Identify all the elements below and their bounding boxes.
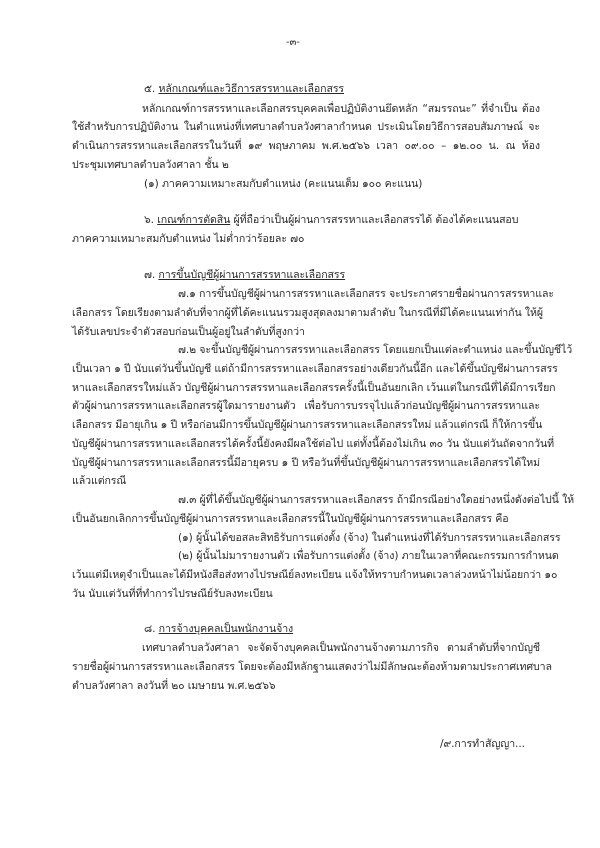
section7-2-line-4: ตัวผู้ผ่านการสรรหาและเลือกสรรผู้ใดมารายงานตัว เพื่อรับการบรรจุไปแล้วก่อนบัญชีผู้ผ่านการสรรหาและ — [72, 400, 540, 412]
section7-2-line-8: แล้วแต่กรณี — [72, 475, 127, 487]
section5-heading-num: ๕. — [144, 83, 156, 95]
page-number: -๓- — [286, 37, 300, 48]
section5-line-2: ใช้สำหรับการปฏิบัติงาน ในตำแหน่งที่เทศบาลตำบลวังศาลากำหนด ประเมินโดยวิธีการสอบสัมภาษณ์ จะ — [72, 121, 540, 133]
section5-item-1: (๑) ภาคความเหมาะสมกับตำแหน่ง (คะแนนเต็ม ๑๐๐ คะแนน) — [144, 178, 423, 190]
section7-1-line-2: เลือกสรร โดยเรียงตามลำดับที่จากผู้ที่ได้คะแนนรวมสูงสุดลงมาตามลำดับ ในกรณีที่มีได้คะแนนเท่ากัน ให้ผู้ — [72, 307, 543, 319]
section8-heading-num: ๘. — [144, 623, 156, 635]
section7-2-line-1: ๗.๒ จะขึ้นบัญชีผู้ผ่านการสรรหาและเลือกสรร โดยแยกเป็นแต่ละตำแหน่ง และขึ้นบัญชีไว้ — [178, 344, 573, 356]
section7-3-item-2-line-3: วัน นับแต่วันที่ที่ทำการไปรษณีย์รับลงทะเบียน — [72, 588, 273, 600]
section8-line-2: รายชื่อผู้ผ่านการสรรหาและเลือกสรร โดยจะต้องมีหลักฐานแสดงว่าไม่มีลักษณะต้องห้ามตามประกาศเทศบาล — [72, 661, 552, 673]
section7-3-line-2: เป็นอันยกเลิกการขึ้นบัญชีผู้ผ่านการสรรหาและเลือกสรรนี้ในบัญชีผู้ผ่านการสรรหาและเลือกสรร คือ — [72, 513, 509, 525]
section7-2-line-2: เป็นเวลา ๑ ปี นับแต่วันขึ้นบัญชี แต่ถ้ามีการสรรหาและเลือกสรรอย่างเดียวกันนี้อีก และได้ขึ้นบัญชีผ่านการสรร — [72, 363, 558, 375]
section7-heading-num: ๗. — [144, 269, 156, 281]
section6-heading-num: ๖. — [144, 214, 154, 226]
section7-3-item-2-line-1: (๒) ผู้นั้นไม่มารายงานตัว เพื่อรับการแต่งตั้ง (จ้าง) ภายในเวลาที่คณะกรรมการกำหนด — [178, 550, 559, 562]
section5-line-3: ดำเนินการสรรหาและเลือกสรรในวันที่ ๑๙ พฤษภาคม พ.ศ.๒๕๖๖ เวลา ๐๙.๐๐ – ๑๒.๐๐ น. ณ ห้อง — [72, 140, 540, 152]
section8-line-3: ตำบลวังศาลา ลงวันที่ ๒๐ เมษายน พ.ศ.๒๕๖๖ — [72, 680, 276, 692]
section7-2-line-5: เลือกสรร มีอายุเกิน ๑ ปี หรือก่อนมีการขึ้นบัญชีผู้ผ่านการสรรหาและเลือกสรรใหม่ แล้วแต่กรณี ก็ให้การขึ้น — [72, 419, 543, 431]
section7-2-line-7: บัญชีผู้ผ่านการสรรหาและเลือกสรรนี้มีอายุครบ ๑ ปี หรือวันที่ขึ้นบัญชีผู้ผ่านการสรรหาและเลือกสรรได้ใหม่ — [72, 457, 540, 469]
section8-line-1: เทศบาลตำบลวังศาลา จะจัดจ้างบุคคลเป็นพนักงานจ้างตามภารกิจ ตามลำดับที่จากบัญชี — [142, 642, 540, 654]
section7-2-line-3: หาและเลือกสรรใหม่แล้ว บัญชีผู้ผ่านการสรรหาและเลือกสรรครั้งนี้เป็นอันยกเลิก เว้นแต่ในกรณีที่ได้มีการเรียก — [72, 382, 556, 394]
continuation-marker: /๙.การทำสัญญา... — [440, 738, 525, 750]
section8-heading-text: การจ้างบุคคลเป็นพนักงานจ้าง — [158, 623, 294, 635]
section7-1-line-1: ๗.๑ การขึ้นบัญชีผู้ผ่านการสรรหาและเลือกสรร จะประกาศรายชื่อผ่านการสรรหาและ — [178, 288, 554, 300]
section7-3-item-1: (๑) ผู้นั้นได้ขอสละสิทธิรับการแต่งตั้ง (จ้าง) ในตำแหน่งที่ได้รับการสรรหาและเลือกสรร — [178, 532, 561, 544]
section7-2-line-6: บัญชีผู้ผ่านการสรรหาและเลือกสรรได้ครั้งนี้ยังคงมีผลใช้ต่อไป แต่ทั้งนี้ต้องไม่เกิน ๓๐ วัน นับแต่วันถัดจากวันที่ — [72, 438, 554, 450]
section7-3-item-2-line-2: เว้นแต่มีเหตุจำเป็นและได้มีหนังสือส่งทางไปรษณีย์ลงทะเบียน แจ้งให้ทราบกำหนดเวลาล่วงหน้าไม่น้อยกว่า ๑๐ — [72, 569, 558, 581]
section5-heading — [144, 82, 344, 96]
section6-heading-rest: ผู้ที่ถือว่าเป็นผู้ผ่านการสรรหาและเลือกสรรได้ ต้องได้คะแนนสอบ — [233, 214, 519, 226]
section6-line-2: ภาคความเหมาะสมกับตำแหน่ง ไม่ต่ำกว่าร้อยละ ๗๐ — [72, 233, 305, 245]
section7-1-line-3: ได้รับเลขประจำตัวสอบก่อนเป็นผู้อยู่ในลำดับที่สูงกว่า — [72, 326, 305, 338]
section5-line-4: ประชุมเทศบาลตำบลวังศาลา ชั้น ๒ — [72, 159, 229, 171]
section6-heading-text: เกณฑ์การตัดสิน — [157, 214, 231, 226]
section7-heading — [144, 268, 345, 282]
section5-line-1: หลักเกณฑ์การสรรหาและเลือกสรรบุคคลเพื่อปฏิบัติงานยึดหลัก “สมรรถนะ” ที่จำเป็น ต้อง — [142, 103, 540, 115]
section7-3-line-1: ๗.๓ ผู้ที่ได้ขึ้นบัญชีผู้ผ่านการสรรหาและเลือกสรร ถ้ามีกรณีอย่างใดอย่างหนึ่งดังต่อไปนี้ ให้ — [178, 494, 575, 506]
section7-heading-text: การขึ้นบัญชีผู้ผ่านการสรรหาและเลือกสรร — [158, 269, 346, 281]
section6-heading — [144, 213, 518, 227]
section5-heading-text: หลักเกณฑ์และวิธีการสรรหาและเลือกสรร — [158, 83, 345, 95]
section8-heading — [144, 622, 293, 636]
